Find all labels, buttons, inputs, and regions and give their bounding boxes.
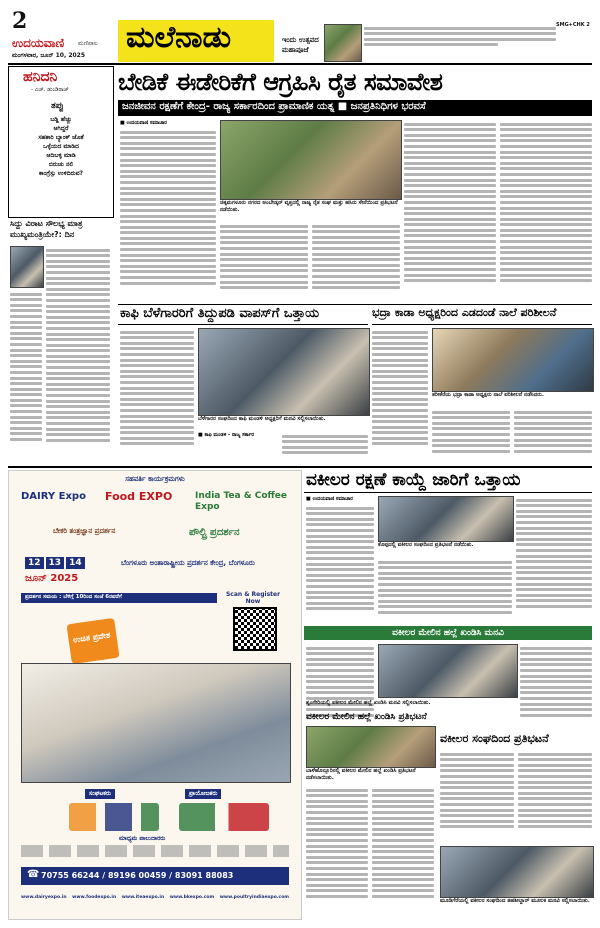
- story4-subhead-a: ವಕೀಲರ ಮೇಲಿನ ಹಲ್ಲೆ ಖಂಡಿಸಿ ಪ್ರತಿಭಟನೆ: [306, 712, 427, 722]
- ad-phones[interactable]: 70755 66244 / 89196 00459 / 83091 88083: [41, 871, 234, 880]
- story4-col-4: [306, 786, 368, 916]
- poem-line: ಬಡ್ಡಿ ಹೆಚ್ಚು: [50, 116, 72, 123]
- story4-col-5: [372, 786, 434, 916]
- poem-line: ಒಳ್ಳೆಯದ ಮಾಡಿದ: [43, 143, 79, 150]
- edition-tag: ಮಣಿಪಾಲ: [78, 40, 98, 47]
- story3-rule: [372, 324, 592, 325]
- divider-1: [118, 304, 592, 305]
- ad-scan-label: Scan & Register Now: [225, 591, 281, 605]
- ad-timing: ಪ್ರದರ್ಶನ ಸಮಯ : ಬೆಳಿಗ್ಗೆ 10ರಿಂದ ಸಂಜೆ 6ರವರೆಗೆ: [25, 594, 122, 600]
- ad-organizer-logos: [69, 803, 159, 831]
- website-link[interactable]: www.iteaexpo.in: [121, 895, 165, 900]
- story2-headline: ಕಾಫಿ ಬೆಳೆಗಾರರಿಗೆ ತಿದ್ದುಪಡಿ ವಾಪಸ್‌ಗೆ ಒತ್ತಾಯ: [120, 306, 320, 321]
- lead-col-4: [404, 120, 496, 302]
- ad-sponsor-logos: [179, 803, 269, 831]
- story3-caption: ತರೀಕೆರೆಯ ಭದ್ರಾ ಕಾಡಾ ಅಧ್ಯಕ್ಷರು ನಾಲೆ ಪರಿಶೀಲನೆ ನಡೆಸಿದರು.: [432, 392, 545, 398]
- lead-col-1: [120, 128, 216, 302]
- masthead-rule: [8, 63, 592, 65]
- ad-dairy-logo: DAIRY Expo: [21, 491, 86, 502]
- masthead-brief: [364, 24, 556, 62]
- website-link[interactable]: www.poultryindiaexpo.com: [219, 895, 289, 900]
- ad-bakery-logo: ಬೇಕರಿ ತಂತ್ರಜ್ಞಾನ ಪ್ರದರ್ಶನ: [53, 527, 116, 535]
- story4-box-col-2: [520, 644, 592, 728]
- ad-sponsor-label: ಪ್ರಾಯೋಜಕರು: [185, 789, 221, 799]
- story2-byline: ■ ಕಾಫಿ ಮಂಡಳಿ - ರಾಜ್ಯ ಸರ್ಕಾರ: [198, 432, 254, 438]
- story4-col-3: [516, 496, 592, 624]
- story4-photo-2: [378, 644, 518, 698]
- side-story-body-2: [10, 290, 42, 458]
- ad-venue: ಬೆಂಗಳೂರು ಅಂತಾರಾಷ್ಟ್ರೀಯ ಪ್ರದರ್ಶನ ಕೇಂದ್ರ, ಬೆಂಗಳೂರು: [121, 559, 255, 567]
- story4-caption-1: ಕೊಪ್ಪದಲ್ಲಿ ವಕೀಲರ ಸಂಘದಿಂದ ಪ್ರತಿಭಟನೆ ನಡೆಯಿತು.: [378, 542, 474, 548]
- lead-col-2: [220, 222, 308, 302]
- ad-food-logo: Food EXPO: [105, 490, 173, 503]
- side-story-headline: ಸಿದ್ದು ವಿರಾಟ ಸೌಲಭ್ಯ ಮಾತ್ರ ಮುಖ್ಯಮಂತ್ರಿಯೇ?: ದಿನ: [10, 219, 83, 239]
- ad-expo-photo: [21, 663, 291, 783]
- story4-col-6: [440, 750, 514, 844]
- tagline-1: ಇಂದು ಉತ್ಸವದ: [282, 36, 319, 44]
- paper-name: ಉದಯವಾಣಿ: [12, 36, 65, 50]
- ad-date: 12: [25, 557, 44, 569]
- story4-col-7: [518, 750, 592, 844]
- ad-media-label: ಮಾಧ್ಯಮ ಪಾಲುದಾರರು: [119, 835, 166, 842]
- website-link[interactable]: www.foodexpo.in: [72, 895, 117, 900]
- honey-heading: ತಪ್ಪು: [51, 101, 64, 111]
- story4-caption-4: ಮೂಡಿಗೆರೆಯಲ್ಲಿ ವಕೀಲರ ಸಂಘದಿಂದ ತಹಶೀಲ್ದಾರ್ ಮೂಲಕ ಮನವಿ ಸಲ್ಲಿಸಲಾಯಿತು.: [440, 898, 590, 904]
- ad-free-entry: ಉಚಿತ ಪ್ರವೇಶ: [72, 630, 111, 645]
- lead-photo: [220, 120, 402, 200]
- story4-photo-3: [306, 726, 436, 768]
- phone-icon: ☎: [27, 869, 40, 880]
- masthead: [0, 0, 600, 62]
- edition-code: SMG+CHK 2: [556, 22, 590, 28]
- qr-code-icon[interactable]: [233, 607, 277, 651]
- honey-author: - ಎಚ್. ಡುಂಡಿರಾಜ್: [31, 87, 69, 93]
- tagline-2: ಮಹಾಪೂಜೆ: [282, 46, 309, 54]
- story2-caption: ಬೆಳೆಗಾರರ ಸಂಘದಿಂದ ಕಾಫಿ ಮಂಡಳಿ ಅಧ್ಯಕ್ಷರಿಗೆ ಮನವಿ ಸಲ್ಲಿಸಲಾಯಿತು.: [198, 416, 326, 422]
- story4-headline: ವಕೀಲರ ರಕ್ಷಣೆ ಕಾಯ್ದೆ ಜಾರಿಗೆ ಒತ್ತಾಯ: [306, 470, 521, 490]
- story4-box-head: ವಕೀಲರ ಮೇಲಿನ ಹಲ್ಲೆ ಖಂಡಿಸಿ ಮನವಿ: [304, 626, 592, 640]
- story3-headline: ಭದ್ರಾ ಕಾಡಾ ಅಧ್ಯಕ್ಷರಿಂದ ಎಡದಂಡೆ ನಾಲೆ ಪರಿಶೀಲನೆ: [372, 306, 557, 319]
- masthead-photo: [324, 24, 362, 62]
- story2-photo: [198, 328, 370, 416]
- section-title: ಮಲೆನಾಡು: [126, 20, 232, 55]
- ad-tagline: ಸಹವರ್ತಿ ಕಾರ್ಯಕ್ರಮಗಳು: [125, 475, 185, 483]
- ad-date-box: [25, 557, 85, 569]
- ad-poultry-logo: ಪೌಲ್ಟ್ರಿ ಪ್ರದರ್ಶನ: [189, 527, 240, 538]
- story2-col-2: [282, 432, 368, 462]
- story3-col-2: [432, 408, 510, 462]
- story3-col-3: [514, 408, 592, 462]
- story4-caption-3: ಬಾಳೆಹೊನ್ನೂರಿನಲ್ಲಿ ವಕೀಲರ ಮೇಲಿನ ಹಲ್ಲೆ ಖಂಡಿಸಿ ಪ್ರತಿಭಟನೆ ನಡೆಸಲಾಯಿತು.: [306, 768, 416, 781]
- story4-photo-1: [378, 496, 514, 542]
- poem-line: ಕಾಂಗ್ರೆಸ್ಸು ಉಳಿದಿರುವ?: [38, 170, 84, 177]
- ad-org-label: ಸಂಘಟಕರು: [85, 789, 115, 799]
- honey-title: ಹನಿದನಿ: [23, 69, 58, 85]
- issue-date: ಮಂಗಳವಾರ, ಜೂನ್ 10, 2025: [12, 52, 86, 59]
- story2-col-1: [120, 328, 194, 462]
- side-story-body: [46, 246, 110, 458]
- ad-media-logos: [21, 845, 289, 857]
- poem-line: ಆಗಿದ್ದರೆ: [53, 125, 69, 132]
- ad-date: 13: [46, 557, 65, 569]
- story4-photo-4: [440, 846, 594, 898]
- advertisement: [8, 470, 302, 920]
- lead-subhead: ಜನಜೀವನ ರಕ್ಷಣೆಗೆ ಕೇಂದ್ರ- ರಾಜ್ಯ ಸರ್ಕಾರದಿಂದ ಪ್ರಾಮಾಣಿಕ ಯತ್ನ ■ ಜನಪ್ರತಿನಿಧಿಗಳ ಭರವಸೆ: [122, 101, 426, 112]
- story4-caption-2: ಶೃಂಗೇರಿಯಲ್ಲಿ ವಕೀಲರ ಮೇಲಿನ ಹಲ್ಲೆ ಖಂಡಿಸಿ ಮನವಿ ಸಲ್ಲಿಸಲಾಯಿತು.: [306, 700, 431, 706]
- lead-photo-caption: ಚಿಕ್ಕಮಗಳೂರು ನಗರದ ಅಂಬೇಡ್ಕರ್ ವೃತ್ತದಲ್ಲಿ ರಾಜ್ಯ ರೈತ ಸಂಘ ಮತ್ತು ಹಸಿರು ಸೇನೆಯಿಂದ ಪ್ರತಿಭಟನೆ ನಡೆಯಿತು.: [220, 200, 398, 213]
- honey-box: [8, 66, 114, 218]
- page-number: 2: [12, 8, 28, 34]
- poem-line: ಸಹಕಾರಿ ಬ್ಯಾಂಕ್ ಜೊತೆ: [38, 134, 84, 141]
- lead-byline: ■ ಉದಯವಾಣಿ ಸಮಾಚಾರ: [120, 120, 167, 126]
- story3-photo: [432, 328, 594, 392]
- story4-col-2: [378, 558, 512, 624]
- story4-byline: ■ ಉದಯವಾಣಿ ಸಮಾಚಾರ: [306, 496, 353, 502]
- poem-line: ಬಿರುಚು ನಲಿ: [48, 161, 74, 168]
- story2-rule: [118, 324, 368, 325]
- ad-tea-logo: India Tea & Coffee Expo: [195, 491, 288, 512]
- story4-rule: [304, 492, 592, 493]
- lead-col-3: [312, 222, 400, 302]
- story3-col-1: [372, 328, 428, 462]
- ad-websites[interactable]: [21, 895, 289, 900]
- divider-2: [8, 466, 592, 468]
- lead-headline: ಬೇಡಿಕೆ ಈಡೇರಿಕೆಗೆ ಆಗ್ರಹಿಸಿ ರೈತ ಸಮಾವೇಶ: [118, 68, 443, 96]
- story4-subhead-b: ವಕೀಲರ ಸಂಘದಿಂದ ಪ್ರತಿಭಟನೆ: [440, 732, 549, 745]
- side-story-photo: [10, 246, 44, 288]
- ad-date: 14: [66, 557, 85, 569]
- poem-line: ಆದಿಬಳ್ಳಿ ಮಾಡಿ: [46, 152, 76, 159]
- ad-month-year: ಜೂನ್ 2025: [25, 573, 79, 584]
- story4-col-1: [306, 504, 374, 624]
- website-link[interactable]: www.dairyexpo.in: [21, 895, 67, 900]
- lead-col-5: [500, 120, 592, 302]
- honey-poem: [13, 115, 109, 178]
- website-link[interactable]: www.bkexpo.com: [169, 895, 215, 900]
